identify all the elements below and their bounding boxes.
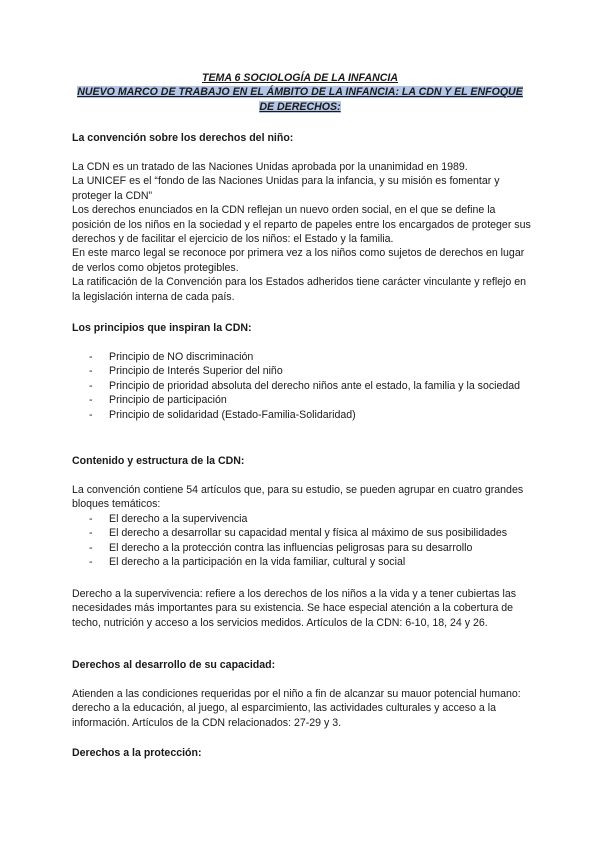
list-item: - Principio de NO discriminación — [72, 350, 532, 364]
paragraph: La UNICEF es el “fondo de las Naciones Unidas para la infancia, y su misión es fomentar y proteger la CDN” — [72, 175, 500, 202]
title-line-1: TEMA 6 SOCIOLOGÍA DE LA INFANCIA — [202, 72, 398, 84]
heading-contenido: Contenido y estructura de la CDN: — [72, 455, 245, 467]
paragraph: En este marco legal se reconoce por primera vez a los niños como sujetos de derechos en lugar de verlos como objetos protegibles. — [72, 247, 525, 274]
heading-desarrollo: Derechos al desarrollo de su capacidad: — [72, 659, 276, 671]
document-title — [72, 71, 528, 114]
section-desarrollo-body — [72, 687, 532, 730]
heading-proteccion: Derechos a la protección: — [72, 747, 202, 759]
section-contenido — [72, 454, 532, 468]
heading-principios: Los principios que inspiran la CDN: — [72, 322, 252, 334]
title-line-2-highlight: NUEVO MARCO DE TRABAJO EN EL ÁMBITO DE LA INFANCIA: LA CDN Y EL ENFOQUE DE DERECHOS: — [77, 86, 523, 113]
list-item: - El derecho a desarrollar su capacidad mental y física al máximo de sus posibilidades — [72, 526, 532, 540]
section-convencion-body — [72, 160, 532, 304]
paragraph: La convención contiene 54 artículos que, para su estudio, se pueden agrupar en cuatro grandes bloques temáticos: — [72, 484, 524, 511]
section-principios — [72, 321, 532, 335]
list-item: - Principio de prioridad absoluta del derecho niños ante el estado, la familia y la sociedad — [72, 379, 532, 393]
section-heading-convencion — [72, 131, 532, 145]
title-line-2 — [72, 85, 528, 114]
section-desarrollo — [72, 658, 532, 672]
paragraph: Atienden a las condiciones requeridas por el niño a fin de alcanzar su mauor potencial humano: derecho a la educación, al juego, al esparcimiento, las actividades culturales y acceso a la información. Artículos de la CDN relacionados: 27-29 y 3. — [72, 688, 521, 729]
list-item: - Principio de Interés Superior del niño — [72, 364, 532, 378]
heading-convencion: La convención sobre los derechos del niño: — [72, 132, 294, 144]
list-item: - El derecho a la protección contra las influencias peligrosas para su desarrollo — [72, 541, 532, 555]
section-contenido-body — [72, 483, 532, 569]
list-item: - El derecho a la supervivencia — [72, 512, 532, 526]
list-item: - Principio de participación — [72, 393, 532, 407]
paragraph: La ratificación de la Convención para los Estados adheridos tiene carácter vinculante y reflejo en la legislación interna de cada país. — [72, 276, 527, 303]
paragraph: La CDN es un tratado de las Naciones Unidas aprobada por la unanimidad en 1989. — [72, 161, 468, 173]
paragraph: Derecho a la supervivencia: refiere a los derechos de los niños a la vida y a tener cubiertas las necesidades más importantes para su existencia. Se hace especial atención a la cobertura de techo, nutrición y acceso a los servicios medidos. Artículos de la CDN: 6-10, 18, 24 y 26. — [72, 588, 517, 629]
paragraph: Los derechos enunciados en la CDN reflejan un nuevo orden social, en el que se define la posición de los niños en la sociedad y el reparto de papeles entre los encargados de proteger sus derechos y de facilitar el ejercicio de los niños: el Estado y la familia. — [72, 204, 531, 246]
list-item: - El derecho a la participación en la vida familiar, cultural y social — [72, 555, 532, 569]
section-proteccion — [72, 746, 532, 760]
section-supervivencia — [72, 587, 532, 630]
list-item: - Principio de solidaridad (Estado-Familia-Solidaridad) — [72, 408, 532, 422]
list-principios — [72, 350, 532, 422]
